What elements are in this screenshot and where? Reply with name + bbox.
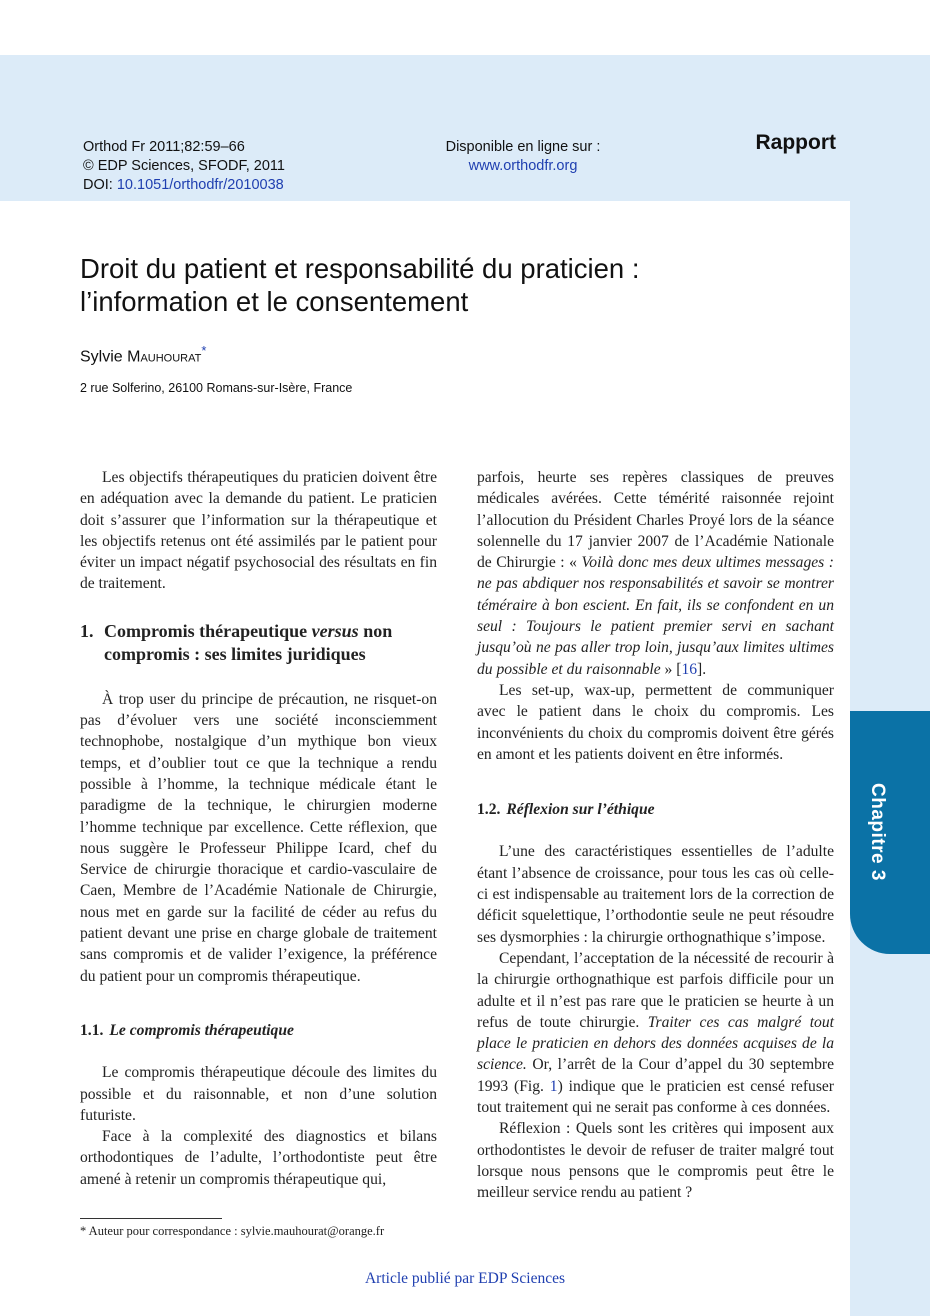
section-1-2-paragraph-1: L’une des caractéristiques essentielles de l’adulte étant l’absence de croissance, pour tous les cas où celle-ci est indispensable au traitement lors de la correction de déficit squelettique, l’orthodontie seule ne peut résoudre ses dysmorphies : la chirurgie orthognathique s’impose. <box>477 843 834 946</box>
section-1-1-paragraph-2: Face à la complexité des diagnostics et bilans orthodontiques de l’adulte, l’orthodontiste peut être amené à retenir un compromis thérapeutique qui, <box>80 1128 437 1188</box>
publisher-note[interactable]: Article publié par EDP Sciences <box>364 1270 565 1287</box>
section-heading-1: 1. Compromis thérapeutique versus non compromis : ses limites juridiques <box>80 620 393 664</box>
affiliation: 2 rue Solferino, 26100 Romans-sur-Isère, France <box>80 381 353 395</box>
section-1-2-paragraph-2: Cependant, l’acceptation de la nécessité de recourir à la chirurgie orthognathique est parfois difficile pour un adulte et il n’est pas rare que le praticien se heurte à un refus de toute chirurgie. Traiter ces cas malgré tout place le praticien en dehors des données acquises de la science. Or, l’arrêt de la Cour d’appel du 30 septembre 1993 (Fig. 1) indique que le praticien est censé refuser tout traitement qui ne serait pas conforme à ces données. <box>477 949 834 1117</box>
footnote: * Auteur pour correspondance : sylvie.mauhourat@orange.fr <box>80 1224 385 1238</box>
reference-link[interactable]: 16 <box>681 660 698 678</box>
article-type: Rapport <box>755 131 836 154</box>
journal-citation: Orthod Fr 2011;82:59–66 <box>83 139 245 155</box>
continued-paragraph: parfois, heurte ses repères classiques de preuves médicales avérées. Cette témérité raisonnée rejoint l’allocution du Président Charles Proyé lors de la séance solennelle du 17 janvier 2007 de l’Académie Nationale de Chirurgie : « Voilà donc mes deux ultimes messages : ne pas abdiquer nos responsabilités et savoir se montrer téméraire à bon escient. En fait, ils se confondent en un seul : Toujours le patient premier servi en sachant jusqu’où ne pas aller trop loin, jusqu’aux limites ultimes du possible et du raisonnable » [16]. <box>477 469 834 678</box>
doi-link[interactable]: 10.1051/orthodfr/2010038 <box>116 177 284 193</box>
intro-paragraph: Les objectifs thérapeutiques du praticien doivent être en adéquation avec la demande du patient. Le praticien doit s’assurer que l’information sur la thérapeutique et les objectifs retenus ont été assimilés par le patient pour éviter un impact négatif psychosocial des résultats en fin de traitement. <box>80 469 437 593</box>
citation-block <box>83 138 285 195</box>
figure-link[interactable]: 1 <box>549 1077 558 1095</box>
copyright: © EDP Sciences, SFODF, 2011 <box>83 158 285 174</box>
availability-block <box>420 138 626 176</box>
setup-paragraph: Les set-up, wax-up, permettent de communiquer avec le patient dans le choix du compromis. Les inconvénients du choix du compromis doivent être gérés en amont et les patients doivent en être informés. <box>477 681 834 763</box>
availability-text: Disponible en ligne sur : <box>445 139 601 155</box>
section-1-paragraph: À trop user du principe de précaution, ne risquet-on pas d’évoluer vers une société inconsciemment technophobe, nostalgique d’un mythique bon vieux temps, et d’oublier tout ce que la technique a rendu possible à l’homme, la technique médicale étant le paradigme de la technique, le chirurgien moderne l’homme technique par excellence. Cette réflexion, que nous suggère le Professeur Philippe Icard, chef du Service de chirurgie thoracique et cardio-vasculaire de Caen, Membre de l’Académie Nationale de Chirurgie, nous met en garde sur la facilité de céder au refus du patient devant une prise en charge globale de traitement sans compromis et de valider l’exigence, la préférence du patient pour un compromis thérapeutique. <box>80 690 437 985</box>
section-heading-1-2: 1.2. Réflexion sur l’éthique <box>477 801 655 819</box>
chapter-tab-label: Chapitre 3 <box>867 783 889 881</box>
right-column <box>477 467 834 1204</box>
section-1-1-paragraph-1: Le compromis thérapeutique découle des limites du possible et du raisonnable, et non d’une solution futuriste. <box>80 1064 437 1124</box>
author: Sylvie Mauhourat* <box>80 343 207 366</box>
quote: Voilà donc mes deux ultimes messages : ne pas abdiquer nos responsabilités et savoir se montrer téméraire à bon escient. En fait, ils se confondent en un seul : Toujours le patient premier servi en sachant jusqu’où ne pas aller trop loin, jusqu’aux limites ultimes du possible et du raisonnable <box>477 554 834 678</box>
section-1-2-paragraph-3: Réflexion : Quels sont les critères qui imposent aux orthodontistes le devoir de refuser de traiter malgré tout lorsque nous pensons que le compromis peut être le meilleur service rendu au patient ? <box>477 1120 834 1202</box>
author-footnote-mark[interactable]: * <box>201 343 207 358</box>
footnote-rule <box>80 1218 222 1219</box>
website-link[interactable]: www.orthodfr.org <box>468 158 578 174</box>
left-column <box>80 467 437 1190</box>
doi-line: DOI: 10.1051/orthodfr/2010038 <box>83 177 284 193</box>
article-title: Droit du patient et responsabilité du praticien : l’information et le consentement <box>80 253 640 317</box>
section-heading-1-1: 1.1. Le compromis thérapeutique <box>80 1021 294 1039</box>
